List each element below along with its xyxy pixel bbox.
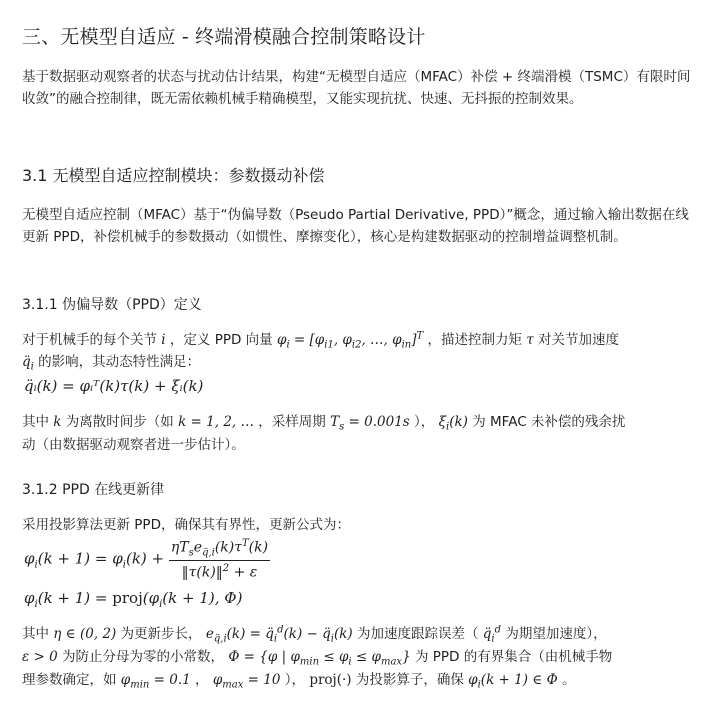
math-phi-set: Φ = {φ | $\varphi_{min} \le \varphi_i \le \varphi_{max}$} bbox=[228, 649, 411, 668]
ppd-where-line-1 bbox=[22, 410, 625, 433]
math-eta: η ∈ (0, 2) bbox=[53, 626, 117, 642]
page-title: 三、无模型自适应 - 终端滑模融合控制策略设计 bbox=[22, 26, 426, 48]
text-span: ，描述控制力矩 bbox=[427, 332, 522, 348]
math-xi: $\xi_i(k)$ bbox=[438, 414, 468, 433]
update-where-line-3 bbox=[22, 668, 575, 691]
section-3-1-1-heading: 3.1.1 伪偏导数（PPD）定义 bbox=[22, 297, 202, 313]
ppd-projection-equation: $\varphi_i(k + 1)$ = $proj(\varphi_i(k + 1)$, Φ) bbox=[24, 589, 243, 610]
text-span: 为离散时间步（如 bbox=[65, 414, 174, 430]
text-span: 。 bbox=[561, 672, 576, 688]
math-phi-vector: $\varphi_i = [\varphi_{i1}$, $\varphi_{i2}$, …, $\varphi_{in}]^T$ bbox=[276, 330, 424, 351]
text-span: 其中 bbox=[22, 626, 49, 642]
update-where-line-2 bbox=[22, 645, 612, 668]
ppd-dynamics-equation: q̈ᵢ(k) = φᵢᵀ(k)τ(k) + ξᵢ(k) bbox=[24, 377, 204, 395]
text-span: 其中 bbox=[22, 414, 49, 430]
math-epsilon: ε > 0 bbox=[22, 649, 58, 665]
math-ts: $T_s = 0.001s$ bbox=[330, 414, 410, 433]
text-span: 为 PPD 的有界集合（由机械手物 bbox=[414, 649, 613, 665]
ppd-definition-line-2 bbox=[22, 350, 200, 373]
text-span: ）， bbox=[414, 414, 435, 430]
text-span: 为期望加速度）， bbox=[505, 626, 607, 642]
text-span: 对关节加速度 bbox=[538, 332, 620, 348]
text-span: ， bbox=[195, 672, 209, 688]
update-where-line-1 bbox=[22, 622, 607, 645]
text-span: 对于机械手的每个关节 bbox=[22, 332, 157, 348]
math-bounded: $\varphi_i(k + 1)$ ∈ Φ bbox=[468, 672, 558, 691]
text-span: 的影响，其动态特性满足： bbox=[38, 354, 201, 370]
math-q-ddot: $q̈_i$ bbox=[22, 354, 34, 373]
text-span: 理参数确定，如 bbox=[22, 672, 117, 688]
math-proj: proj(·) bbox=[309, 672, 352, 688]
intro-paragraph: 基于数据驱动观察者的状态与扰动估计结果，构建“无模型自适应（MFAC）补偿 + 终端滑模（TSMC）有限时间收敛”的融合控制律，既无需依赖机械手精确模型，又能实现抗扰、快速、无抖振的控制效果。 bbox=[22, 69, 691, 107]
text-span: ）， bbox=[284, 672, 306, 688]
math-k: k bbox=[53, 414, 62, 430]
math-phi-max: $\varphi_{max} = 10$ bbox=[212, 672, 281, 691]
math-tau: τ bbox=[526, 332, 534, 348]
ppd-update-intro: 采用投影算法更新 PPD，确保其有界性，更新公式为： bbox=[22, 517, 350, 533]
text-span: 为防止分母为零的小常数， bbox=[62, 649, 225, 665]
math-k-values: k = 1, 2, … bbox=[178, 414, 254, 430]
math-i: i bbox=[161, 332, 166, 348]
ppd-update-equation: $\varphi_i(k + 1) = \varphi_i(k)$ + $\frac{\eta T_se_{q̈,i}(k)\tau^T(k)}{‖\tau(k)‖^2 + \varepsilon}$ bbox=[24, 538, 269, 582]
math-phi-min: $\varphi_{min} = 0.1$ bbox=[120, 672, 191, 691]
math-q-desired: $q̈_i^d$ bbox=[482, 624, 502, 645]
text-span: 为 MFAC 未补偿的残余扰 bbox=[472, 414, 626, 430]
text-span: 为更新步长， bbox=[120, 626, 202, 642]
math-error: $e_{q̈,i}(k)$ = $q̈_i^d(k)$ − $q̈_i(k)$ bbox=[205, 624, 353, 645]
ppd-where-line-2: 动（由数据驱动观察者进一步估计）。 bbox=[22, 437, 245, 453]
text-span: 为加速度跟踪误差（ bbox=[356, 626, 479, 642]
text-span: ，采样周期 bbox=[258, 414, 326, 430]
text-span: ，定义 PPD 向量 bbox=[169, 332, 273, 348]
ppd-definition-line-1 bbox=[22, 328, 619, 351]
section-3-1-paragraph: 无模型自适应控制（MFAC）基于“伪偏导数（Pseudo Partial Derivative, PPD）”概念，通过输入输出数据在线更新 PPD，补偿机械手的参数摄动（如惯性、摩擦变化），核心是构建数据驱动的控制增益调整机制。 bbox=[22, 207, 689, 245]
update-fraction: $\frac{\eta T_se_{q̈,i}(k)\tau^T(k)}{‖\tau(k)‖^2 + \varepsilon}$ bbox=[170, 538, 269, 582]
text-span: 为投影算子，确保 bbox=[355, 672, 464, 688]
section-3-1-2-heading: 3.1.2 PPD 在线更新律 bbox=[22, 482, 165, 498]
section-3-1-heading: 3.1 无模型自适应控制模块：参数摄动补偿 bbox=[22, 166, 325, 185]
